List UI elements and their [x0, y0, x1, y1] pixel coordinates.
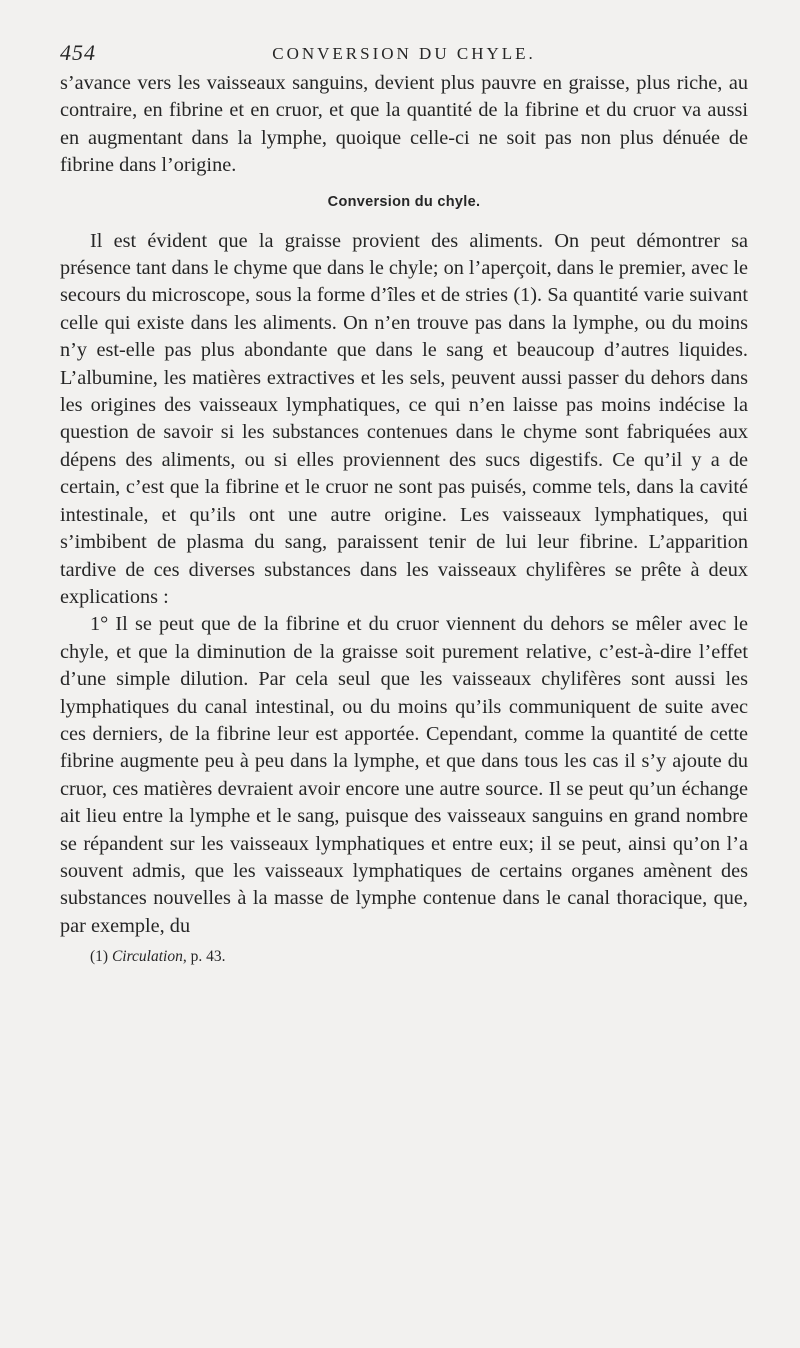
paragraph-continued: s’avance vers les vaisseaux sanguins, devient plus pauvre en graisse, plus riche, au contraire, en fibrine et en cruor, et que la quantité de la fibrine et du cruor va aussi en augmentant dans la lymphe, quoique celle-ci ne soit pas non plus dénuée de fibrine dans l’origine.	[60, 72, 748, 177]
running-head	[60, 40, 748, 66]
section-heading: Conversion du chyle.	[327, 193, 481, 210]
paragraph-fat-origin: Il est évident que la graisse provient des aliments. On peut démontrer sa présence tant dans le chyme que dans le chyle; on l’aperçoit, dans le premier, avec le secours du microscope, sous la forme d’îles et de stries (1). Sa quantité varie suivant celle qui existe dans les aliments. On n’en trouve pas dans la lymphe, ou du moins n’y est-elle pas plus abondante que dans le sang et beaucoup d’autres liquides. L’albumine, les matières extractives et les sels, peuvent aussi passer du dehors dans les origines des vaisseaux lymphatiques, ce qui n’en laisse pas moins indécise la question de savoir si les substances contenues dans le chyme sont fabriquées aux dépens des aliments, ou si elles proviennent des sucs digestifs. Ce qu’il y a de certain, c’est que la fibrine et le cruor ne sont pas puisés, comme tels, dans la cavité intestinale, et qu’ils ont une autre origine. Les vaisseaux lymphatiques, qui s’imbibent de plasma du sang, paraissent tenir de lui leur fibrine. L’apparition tardive de ces diverses substances dans les vaisseaux chylifères se prête à deux explications :	[60, 229, 748, 608]
paragraph-first-explanation: 1° Il se peut que de la fibrine et du cruor viennent du dehors se mêler avec le chyle, et que la diminution de la graisse soit purement relative, c’est-à-dire l’effet d’une simple dilution. Par cela seul que les vaisseaux chylifères sont aussi les lymphatiques du canal intestinal, ou du moins qu’ils communiquent de suite avec ces derniers, de la fibrine leur est apportée. Cependant, comme la quantité de cette fibrine augmente peu à peu dans la lymphe, et que dans tous les cas il s’y ajoute du cruor, ces matières devraient avoir encore une autre source. Il se peut qu’un échange ait lieu entre la lymphe et le sang, puisque des vaisseaux sanguins en grand nombre se répandent sur les vaisseaux lymphatiques et entre eux; il se peut, ainsi qu’on l’a souvent admis, que les vaisseaux lymphatiques de certains organes amènent des substances nouvelles à la masse de lymphe contenue dans le canal thoracique, que, par exemple, du	[60, 613, 748, 937]
footnote-page-ref: , p. 43.	[182, 948, 226, 966]
running-title: CONVERSION DU CHYLE.	[272, 44, 536, 63]
footnote-source: Circulation	[111, 948, 183, 966]
page-number: 454	[60, 40, 96, 65]
footnote	[60, 948, 748, 966]
footnote-marker: (1)	[90, 948, 109, 966]
